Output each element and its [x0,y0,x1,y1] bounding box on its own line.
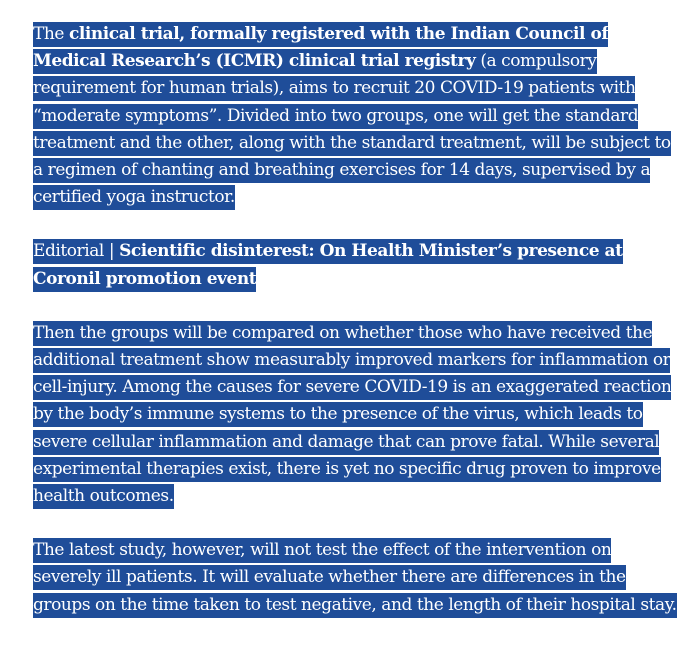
related-article-link[interactable]: Scientific disinterest: On Health Minister’s presence at Coronil promotion event [33,241,623,289]
clinical-trial-registry-link[interactable]: clinical trial, formally registered with the Indian Council of Medical Research’s (ICMR) clinical trial registry [33,24,609,72]
related-article [33,238,683,292]
related-article-prefix: Editorial | [33,241,120,262]
paragraph-body-text: (a compulsory requirement for human trials), aims to recruit 20 COVID-19 patients with “moderate symptoms”. Divided into two groups, one will get the standard treatment and the other, along with the standard treatment, will be subject to a regimen of chanting and breathing exercises for 14 days, supervised by a certified yoga instructor. [33,51,671,208]
paragraph-comparison-text: Then the groups will be compared on whether those who have received the additional treatment show measurably improved markers for inflammation or cell-injury. Among the causes for severe COVID-19 is an exaggerated reaction by the body’s immune systems to the presence of the virus, which leads to severe cellular inflammation and damage that can prove fatal. While several experimental therapies exist, there is yet no specific drug proven to improve health outcomes. [33,321,671,509]
article-body [33,21,683,646]
paragraph-comparison [33,320,683,510]
paragraph-latest-study [33,537,683,619]
paragraph-lead-text: The [33,24,69,44]
paragraph-latest-study-text: The latest study, however, will not test the effect of the intervention on severely ill patients. It will evaluate whether there are differences in the groups on the time taken to test negative, and the length of their hospital stay. [33,538,677,617]
paragraph-clinical-trial [33,21,683,211]
